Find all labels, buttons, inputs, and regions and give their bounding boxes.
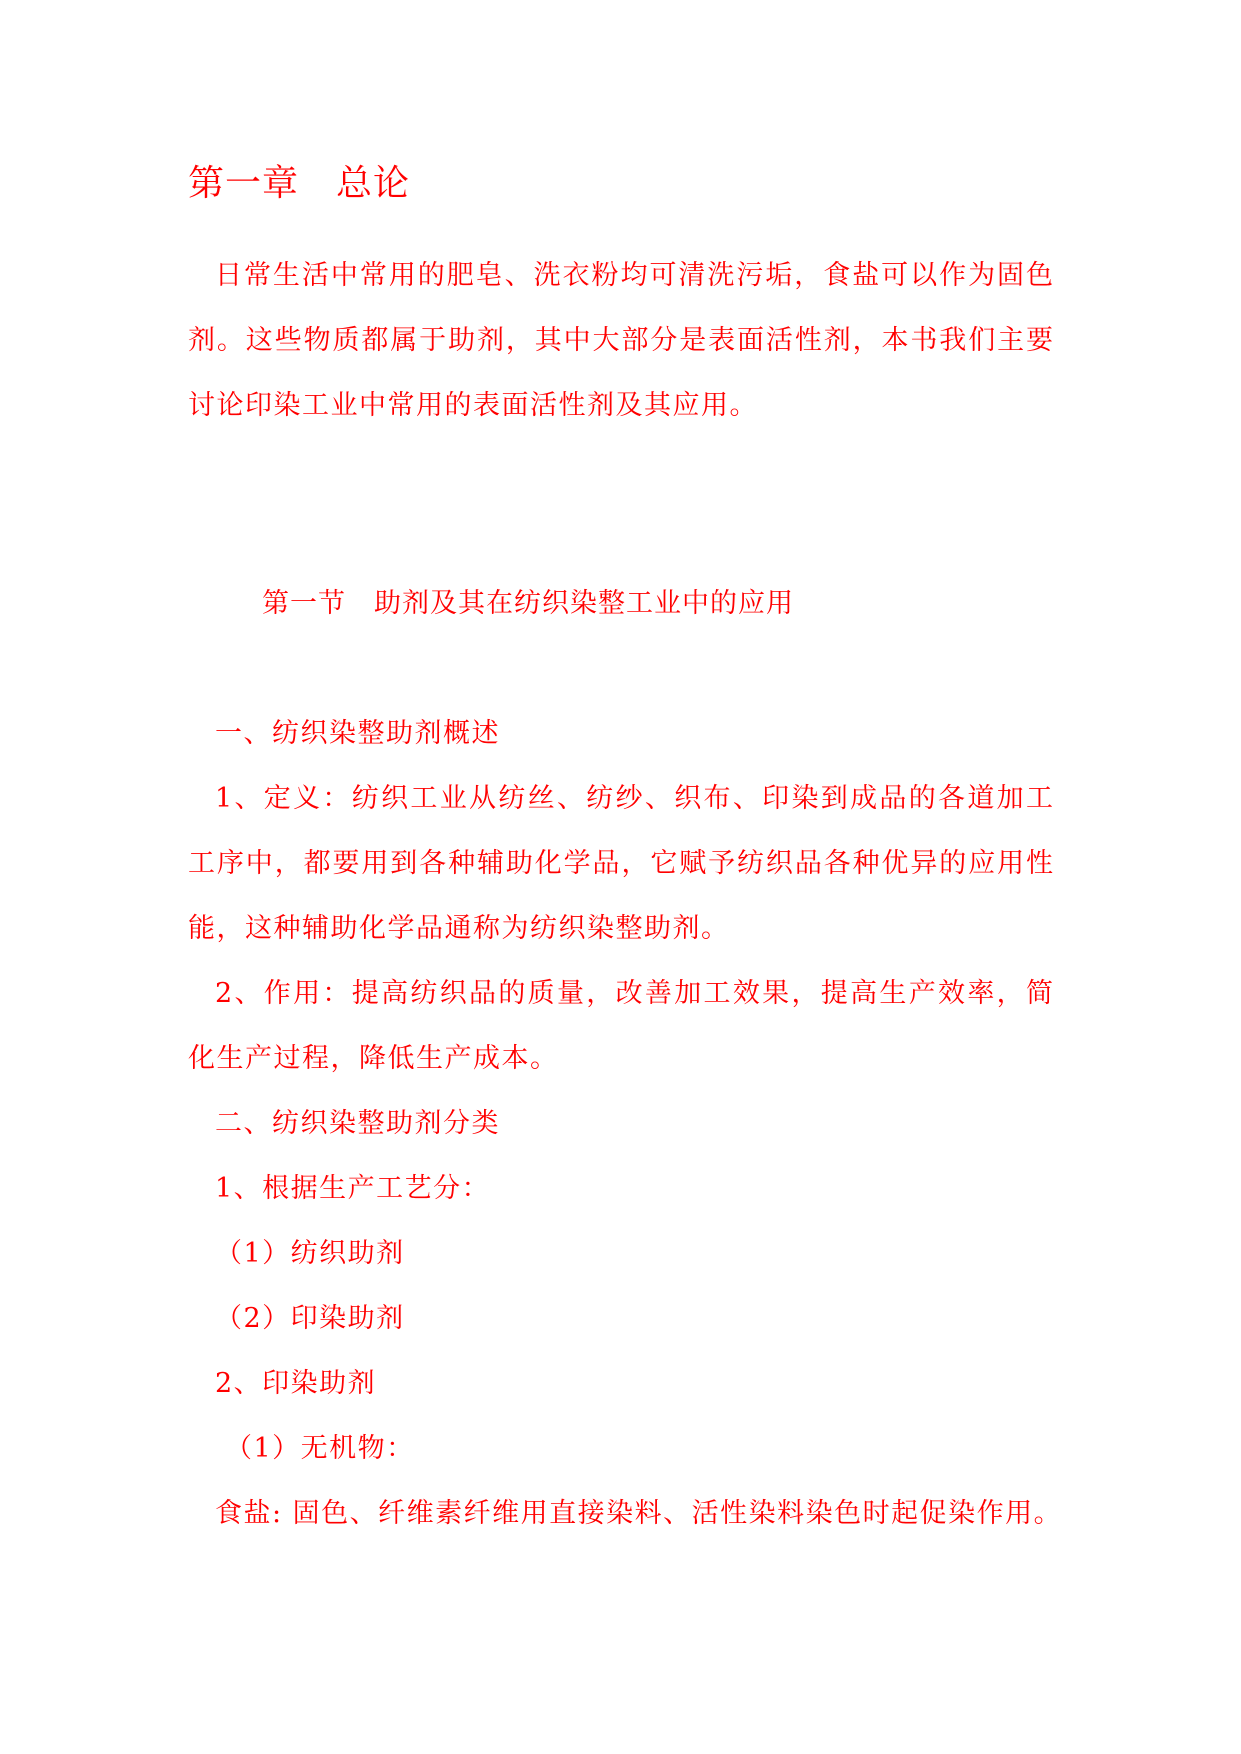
- inorganic-item: （1）无机物：: [225, 1433, 415, 1464]
- section-title: 第一节 助剂及其在纺织染整工业中的应用: [262, 588, 794, 619]
- intro-line-3: 讨论印染工业中常用的表面活性剂及其应用。: [188, 390, 758, 421]
- classification-heading: 二、纺织染整助剂分类: [215, 1108, 500, 1139]
- intro-line-2: 剂。这些物质都属于助剂，其中大部分是表面活性剂，本书我们主要: [188, 325, 1053, 356]
- textile-auxiliary-item: （1）纺织助剂: [215, 1238, 405, 1269]
- function-line-1: 2、作用：提高纺织品的质量，改善加工效果，提高生产效率，简: [215, 978, 1053, 1009]
- by-process-heading: 1、根据生产工艺分：: [215, 1173, 491, 1204]
- definition-line-3: 能，这种辅助化学品通称为纺织染整助剂。: [188, 913, 730, 944]
- definition-line-1: 1、定义：纺织工业从纺丝、纺纱、织布、印染到成品的各道加工: [215, 783, 1053, 814]
- overview-heading: 一、纺织染整助剂概述: [215, 718, 500, 749]
- definition-line-2: 工序中，都要用到各种辅助化学品，它赋予纺织品各种优异的应用性: [188, 848, 1053, 879]
- printing-auxiliary-item: （2）印染助剂: [215, 1303, 405, 1334]
- printing-auxiliary-heading: 2、印染助剂: [215, 1368, 377, 1399]
- salt-description: 食盐: 固色、纤维素纤维用直接染料、活性染料染色时起促染作用。: [215, 1498, 1063, 1529]
- intro-line-1: 日常生活中常用的肥皂、洗衣粉均可清洗污垢，食盐可以作为固色: [215, 260, 1053, 291]
- chapter-title: 第一章 总论: [188, 163, 411, 204]
- function-line-2: 化生产过程，降低生产成本。: [188, 1043, 559, 1074]
